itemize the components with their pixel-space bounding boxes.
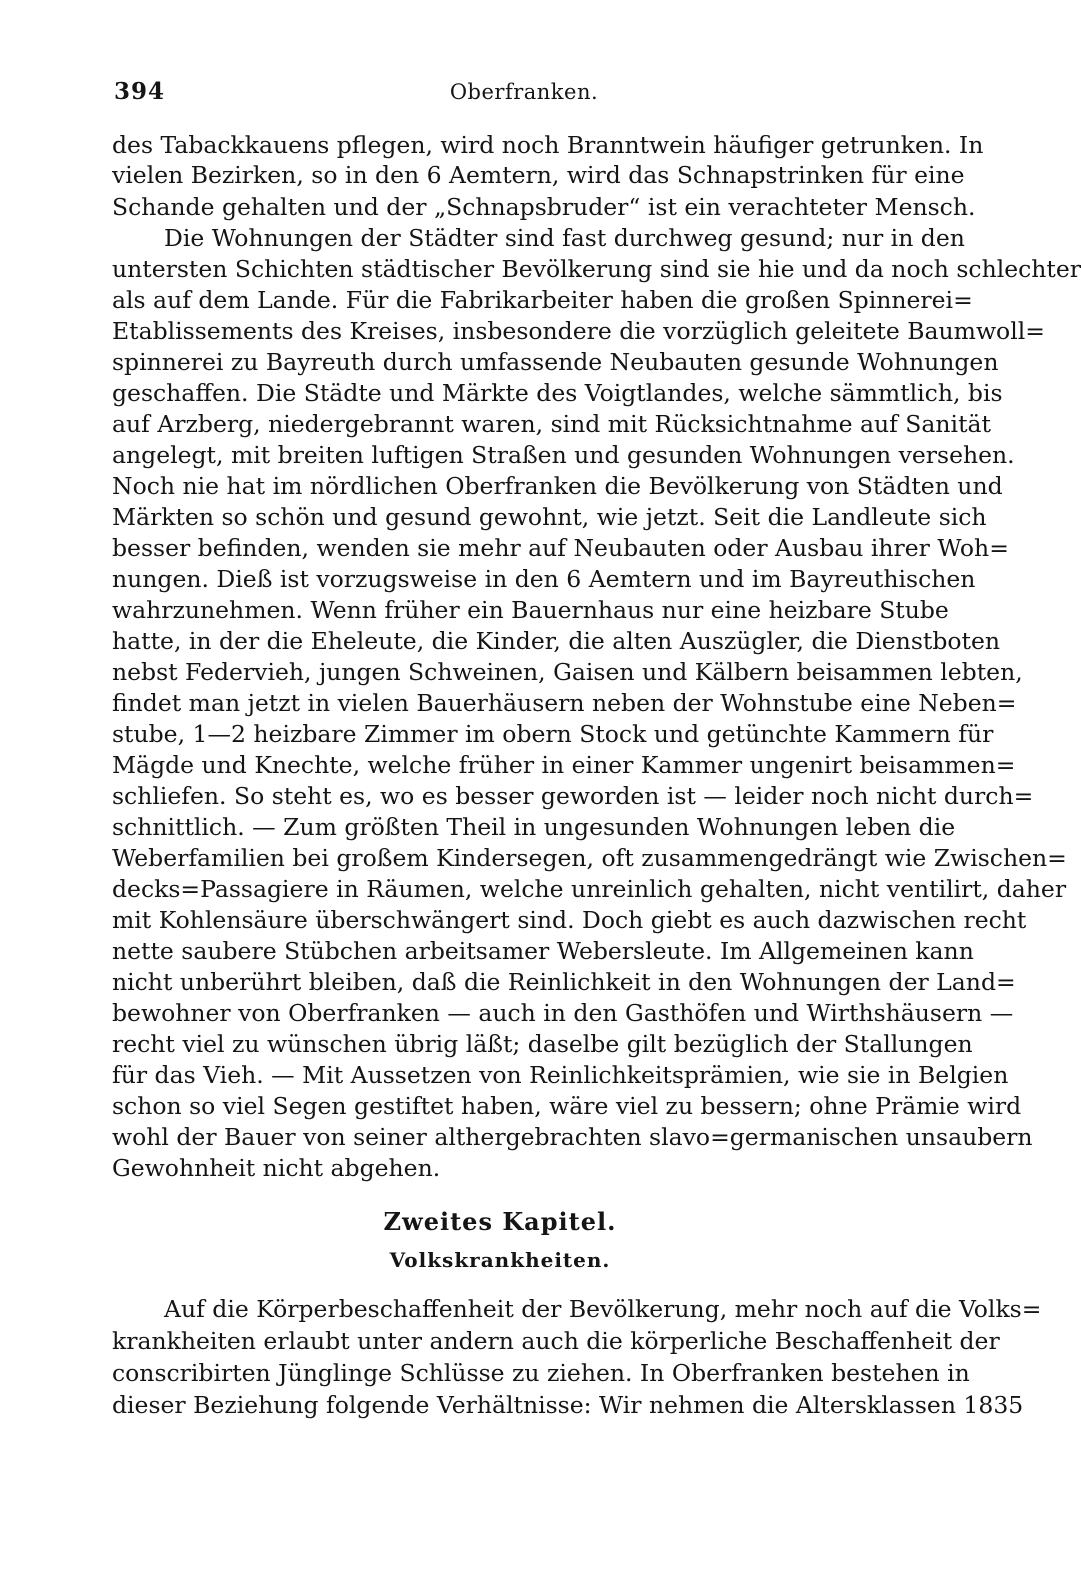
- text-line: nungen. Dieß ist vorzugsweise in den 6 Aemtern und im Bayreuthischen: [112, 565, 976, 593]
- text-line: spinnerei zu Bayreuth durch umfassende Neubauten gesunde Wohnungen: [112, 348, 999, 376]
- text-line: angelegt, mit breiten luftigen Straßen und gesunden Wohnungen versehen.: [112, 441, 1015, 469]
- text-line: nebst Federvieh, jungen Schweinen, Gaisen und Kälbern beisammen lebten,: [112, 658, 1023, 686]
- text-line: nette saubere Stübchen arbeitsamer Webersleute. Im Allgemeinen kann: [112, 937, 974, 965]
- text-line: mit Kohlensäure überschwängert sind. Doch giebt es auch dazwischen recht: [112, 906, 1027, 934]
- page-header: [112, 78, 936, 114]
- chapter-title: Zweites Kapitel.: [383, 1207, 617, 1236]
- text-line: schon so viel Segen gestiftet haben, wäre viel zu bessern; ohne Prämie wird: [112, 1092, 1022, 1120]
- text-line: decks=Passagiere in Räumen, welche unreinlich gehalten, nicht ventilirt, daher: [112, 875, 1067, 903]
- text-line: besser befinden, wenden sie mehr auf Neubauten oder Ausbau ihrer Woh=: [112, 534, 1009, 562]
- text-line: vielen Bezirken, so in den 6 Aemtern, wird das Schnapstrinken für eine: [112, 161, 965, 189]
- text-line: stube, 1—2 heizbare Zimmer im obern Stock und getünchte Kammern für: [112, 720, 994, 748]
- text-line: wahrzunehmen. Wenn früher ein Bauernhaus nur eine heizbare Stube: [112, 596, 949, 624]
- text-line: untersten Schichten städtischer Bevölkerung sind sie hie und da noch schlechter: [112, 255, 1081, 283]
- text-line: Märkten so schön und gesund gewohnt, wie jetzt. Seit die Landleute sich: [112, 503, 987, 531]
- text-line: als auf dem Lande. Für die Fabrikarbeiter haben die großen Spinnerei=: [112, 286, 973, 314]
- text-line: wohl der Bauer von seiner althergebrachten slavo=germanischen unsaubern: [112, 1123, 1033, 1151]
- text-line: Etablissements des Kreises, insbesondere die vorzüglich geleitete Baumwoll=: [112, 317, 1045, 345]
- text-line: Noch nie hat im nördlichen Oberfranken die Bevölkerung von Städten und: [112, 472, 1003, 500]
- text-line: bewohner von Oberfranken — auch in den Gasthöfen und Wirthshäusern —: [112, 999, 1014, 1027]
- text-line: des Tabackkauens pflegen, wird noch Branntwein häufiger getrunken. In: [112, 131, 984, 159]
- text-line: Weberfamilien bei großem Kindersegen, oft zusammengedrängt wie Zwischen=: [112, 844, 1067, 872]
- text-line: krankheiten erlaubt unter andern auch die körperliche Beschaffenheit der: [112, 1327, 1000, 1355]
- text-line: Schande gehalten und der „Schnapsbruder“ ist ein verachteter Mensch.: [112, 193, 976, 221]
- text-line: recht viel zu wünschen übrig läßt; daselbe gilt bezüglich der Stallungen: [112, 1030, 973, 1058]
- page-number: 394: [114, 78, 166, 105]
- text-line: schliefen. So steht es, wo es besser geworden ist — leider noch nicht durch=: [112, 782, 1034, 810]
- chapter-subtitle: Volkskrankheiten.: [389, 1248, 611, 1272]
- text-line: schnittlich. — Zum größten Theil in ungesunden Wohnungen leben die: [112, 813, 956, 841]
- text-line: findet man jetzt in vielen Bauerhäusern neben der Wohnstube eine Neben=: [112, 689, 1017, 717]
- text-line: Gewohnheit nicht abgehen.: [112, 1154, 441, 1182]
- paragraph-start-line: Auf die Körperbeschaffenheit der Bevölkerung, mehr noch auf die Volks=: [164, 1295, 1042, 1323]
- text-line: geschaffen. Die Städte und Märkte des Voigtlandes, welche sämmtlich, bis: [112, 379, 1003, 407]
- text-line: für das Vieh. — Mit Aussetzen von Reinlichkeitsprämien, wie sie in Belgien: [112, 1061, 1009, 1089]
- paragraph-start-line: Die Wohnungen der Städter sind fast durchweg gesund; nur in den: [164, 224, 965, 252]
- running-head: Oberfranken.: [449, 80, 599, 104]
- text-line: conscribirten Jünglinge Schlüsse zu ziehen. In Oberfranken bestehen in: [112, 1359, 970, 1387]
- text-line: nicht unberührt bleiben, daß die Reinlichkeit in den Wohnungen der Land=: [112, 968, 1016, 996]
- text-line: dieser Beziehung folgende Verhältnisse: Wir nehmen die Altersklassen 1835: [112, 1391, 1024, 1419]
- text-line: hatte, in der die Eheleute, die Kinder, die alten Auszügler, die Dienstboten: [112, 627, 1000, 655]
- text-line: auf Arzberg, niedergebrannt waren, sind mit Rücksichtnahme auf Sanität: [112, 410, 991, 438]
- text-line: Mägde und Knechte, welche früher in einer Kammer ungenirt beisammen=: [112, 751, 1016, 779]
